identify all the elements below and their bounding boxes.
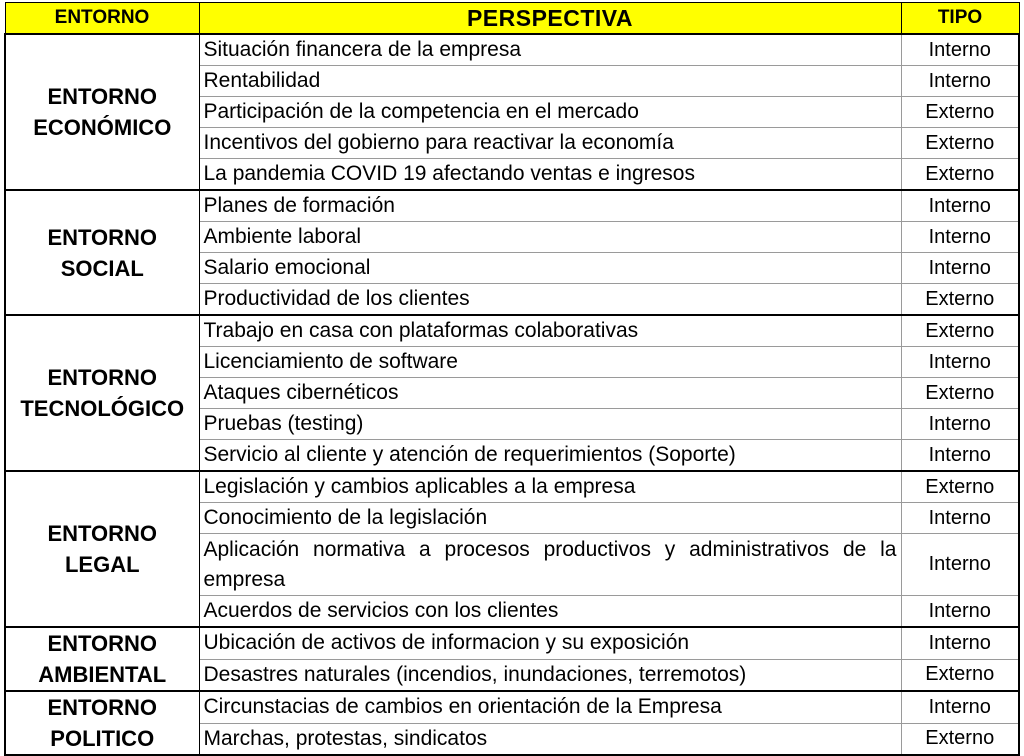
group-label-line1: ENTORNO xyxy=(47,84,158,109)
group-label-line2: LEGAL xyxy=(64,552,140,577)
group-label-line1: ENTORNO xyxy=(47,365,158,390)
perspectiva-cell: La pandemia COVID 19 afectando ventas e ingresos xyxy=(199,159,901,191)
perspectiva-cell: Participación de la competencia en el mercado xyxy=(199,97,901,128)
table-row xyxy=(5,34,1019,66)
group-economico xyxy=(5,34,199,190)
tipo-cell: Externo xyxy=(901,128,1019,159)
perspectiva-cell: Aplicación normativa a procesos productivos y administrativos de la empresa xyxy=(199,534,901,596)
group-label-line2: ECONÓMICO xyxy=(33,115,172,140)
group-label-line2: POLITICO xyxy=(50,726,155,751)
perspectiva-cell: Ubicación de activos de informacion y su exposición xyxy=(199,627,901,659)
header-tipo: TIPO xyxy=(901,3,1019,35)
header-row xyxy=(5,3,1019,35)
perspectiva-cell: Ambiente laboral xyxy=(199,222,901,253)
tipo-cell: Interno xyxy=(901,627,1019,659)
tipo-cell: Externo xyxy=(901,159,1019,191)
header-perspectiva: PERSPECTIVA xyxy=(199,3,901,35)
tipo-cell: Interno xyxy=(901,34,1019,66)
group-label-line1: ENTORNO xyxy=(47,224,158,250)
tipo-cell: Interno xyxy=(901,534,1019,596)
perspectiva-cell: Marchas, protestas, sindicatos xyxy=(199,723,901,755)
perspectiva-cell: Desastres naturales (incendios, inundaciones, terremotos) xyxy=(199,659,901,691)
group-label-line2: SOCIAL xyxy=(60,255,144,281)
group-legal xyxy=(5,471,199,627)
tipo-cell: Externo xyxy=(901,471,1019,503)
perspectiva-cell: Planes de formación xyxy=(199,190,901,222)
tipo-cell: Interno xyxy=(901,66,1019,97)
perspectiva-cell: Situación financera de la empresa xyxy=(199,34,901,66)
perspectiva-cell: Legislación y cambios aplicables a la empresa xyxy=(199,471,901,503)
perspectiva-cell: Salario emocional xyxy=(199,253,901,284)
table-row xyxy=(5,691,1019,723)
tipo-cell: Externo xyxy=(901,284,1019,316)
tipo-cell: Externo xyxy=(901,315,1019,347)
perspectiva-cell: Servicio al cliente y atención de requerimientos (Soporte) xyxy=(199,440,901,472)
tipo-cell: Interno xyxy=(901,503,1019,534)
group-label-line1: ENTORNO xyxy=(47,521,158,546)
table-row xyxy=(5,627,1019,659)
tipo-cell: Interno xyxy=(901,190,1019,222)
group-label-line2: TECNOLÓGICO xyxy=(20,396,185,421)
perspectiva-cell: Productividad de los clientes xyxy=(199,284,901,316)
tipo-cell: Interno xyxy=(901,347,1019,378)
group-social xyxy=(5,190,199,315)
perspectiva-cell: Trabajo en casa con plataformas colaborativas xyxy=(199,315,901,347)
tipo-cell: Interno xyxy=(901,409,1019,440)
tipo-cell: Externo xyxy=(901,97,1019,128)
table-row xyxy=(5,315,1019,347)
tipo-cell: Externo xyxy=(901,378,1019,409)
group-label-line1: ENTORNO xyxy=(47,695,158,720)
environment-analysis-table xyxy=(4,2,1020,756)
group-label-line1: ENTORNO xyxy=(47,631,158,656)
tipo-cell: Interno xyxy=(901,596,1019,628)
group-ambiental xyxy=(5,627,199,691)
perspectiva-cell: Conocimiento de la legislación xyxy=(199,503,901,534)
tipo-cell: Interno xyxy=(901,440,1019,472)
perspectiva-cell: Circunstacias de cambios en orientación de la Empresa xyxy=(199,691,901,723)
perspectiva-cell: Licenciamiento de software xyxy=(199,347,901,378)
group-tecnologico xyxy=(5,315,199,471)
tipo-cell: Externo xyxy=(901,723,1019,755)
perspectiva-cell: Acuerdos de servicios con los clientes xyxy=(199,596,901,628)
tipo-cell: Externo xyxy=(901,659,1019,691)
table-row xyxy=(5,190,1019,222)
tipo-cell: Interno xyxy=(901,222,1019,253)
table-row xyxy=(5,471,1019,503)
perspectiva-cell: Rentabilidad xyxy=(199,66,901,97)
group-politico xyxy=(5,691,199,755)
header-entorno: ENTORNO xyxy=(5,3,199,35)
perspectiva-cell: Incentivos del gobierno para reactivar la economía xyxy=(199,128,901,159)
tipo-cell: Interno xyxy=(901,253,1019,284)
tipo-cell: Interno xyxy=(901,691,1019,723)
group-label-line2: AMBIENTAL xyxy=(38,662,167,687)
perspectiva-cell: Pruebas (testing) xyxy=(199,409,901,440)
perspectiva-cell: Ataques cibernéticos xyxy=(199,378,901,409)
